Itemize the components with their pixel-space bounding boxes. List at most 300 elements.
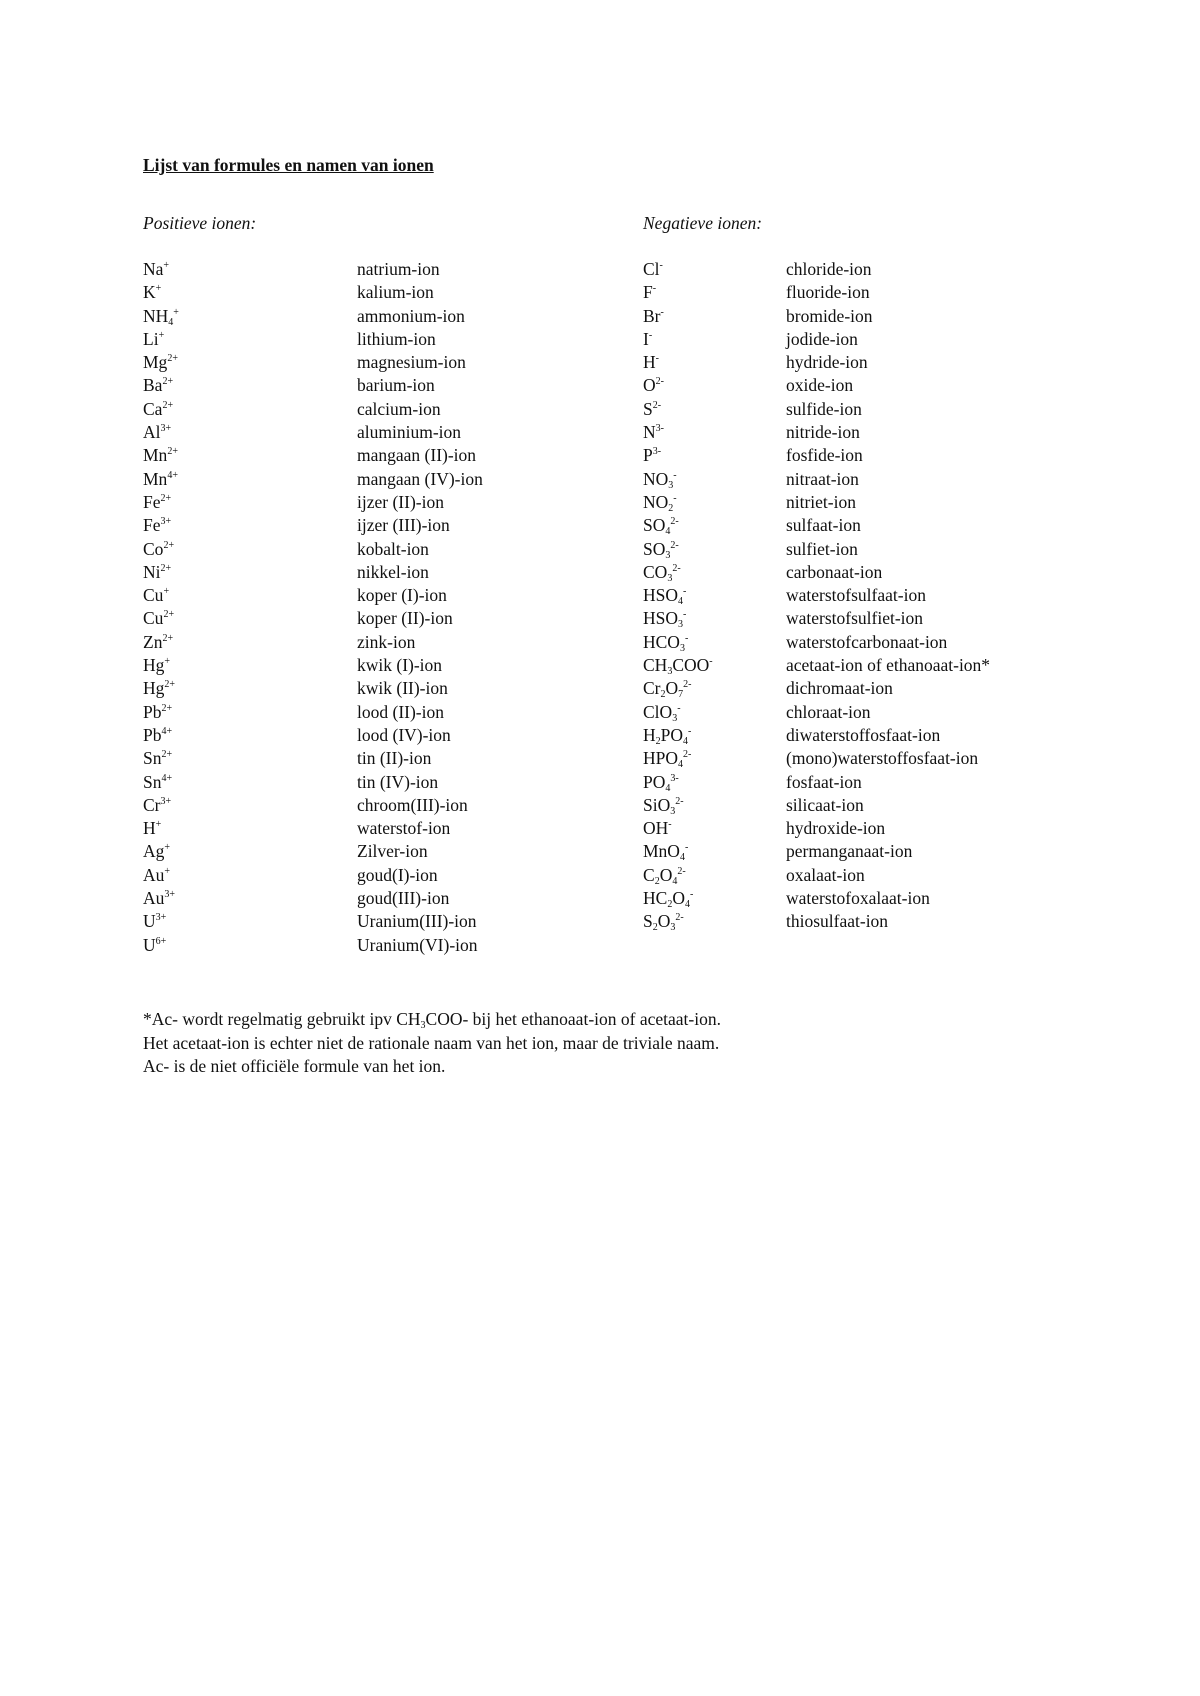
ion-name: sulfide-ion bbox=[786, 398, 862, 419]
ion-name: nitraat-ion bbox=[786, 468, 859, 489]
negative-ion-row bbox=[643, 840, 1083, 863]
ion-formula bbox=[643, 701, 681, 724]
negative-ion-row bbox=[643, 864, 1083, 887]
ion-name: sulfiet-ion bbox=[786, 538, 858, 559]
formula-charge: - bbox=[668, 819, 672, 831]
formula-charge: 2- bbox=[670, 516, 679, 528]
ion-formula bbox=[143, 421, 171, 444]
formula-text: Hg bbox=[143, 655, 165, 676]
ion-name: waterstofcarbonaat-ion bbox=[786, 631, 948, 652]
positive-ion-row bbox=[143, 258, 563, 281]
ion-formula bbox=[643, 538, 679, 561]
formula-text: Na bbox=[143, 259, 164, 279]
negative-ions-heading: Negatieve ionen: bbox=[643, 213, 763, 233]
ion-formula bbox=[143, 374, 173, 397]
ion-name: natrium-ion bbox=[357, 259, 440, 279]
negative-ion-row bbox=[643, 374, 1083, 397]
ion-formula bbox=[143, 538, 174, 561]
formula-subscript: 3 bbox=[678, 619, 684, 631]
formula-text: Cu bbox=[143, 608, 164, 629]
positive-ion-row bbox=[143, 840, 563, 863]
ion-formula bbox=[643, 468, 677, 491]
ion-formula bbox=[643, 374, 664, 397]
ion-formula bbox=[143, 701, 172, 724]
ion-formula bbox=[143, 305, 179, 328]
formula-text: H bbox=[143, 818, 156, 839]
formula-text: K bbox=[143, 282, 156, 303]
formula-charge: 2+ bbox=[160, 492, 172, 504]
formula-subscript: 4 bbox=[683, 735, 689, 747]
formula-charge: 2- bbox=[683, 749, 692, 761]
formula-text: SiO bbox=[643, 794, 671, 815]
formula-text: Mn bbox=[143, 445, 168, 466]
negative-ion-row bbox=[643, 444, 1083, 467]
formula-subscript: 3 bbox=[679, 642, 685, 654]
formula-charge: 2- bbox=[675, 795, 684, 807]
formula-subscript: 2 bbox=[654, 875, 660, 887]
positive-ion-row bbox=[143, 631, 563, 654]
formula-charge: 3+ bbox=[155, 912, 167, 924]
positive-ions-heading: Positieve ionen: bbox=[143, 213, 257, 233]
formula-charge: - bbox=[688, 725, 692, 737]
formula-charge: - bbox=[709, 656, 713, 668]
positive-ion-row bbox=[143, 491, 563, 514]
negative-ion-row bbox=[643, 887, 1083, 910]
formula-text: PO bbox=[660, 724, 684, 745]
page-title: Lijst van formules en namen van ionen bbox=[143, 154, 434, 175]
formula-text: Pb bbox=[143, 701, 162, 722]
negative-ion-row bbox=[643, 305, 1083, 328]
negative-ion-row bbox=[643, 654, 1083, 677]
formula-charge: 2+ bbox=[163, 609, 175, 621]
ion-formula bbox=[143, 934, 166, 957]
formula-text: Sn bbox=[143, 771, 162, 792]
formula-subscript: 4 bbox=[678, 596, 684, 608]
negative-ion-row bbox=[643, 677, 1083, 700]
formula-charge: 2- bbox=[677, 865, 686, 877]
formula-text: Mg bbox=[143, 352, 168, 373]
formula-text: Cu bbox=[143, 585, 164, 606]
formula-charge: 4+ bbox=[167, 469, 178, 481]
formula-charge: 2- bbox=[652, 399, 662, 411]
formula-text: O bbox=[657, 911, 671, 932]
ion-name: nikkel-ion bbox=[357, 561, 429, 582]
formula-text: N bbox=[643, 422, 656, 443]
ion-formula bbox=[143, 491, 171, 514]
ion-name: kwik (I)-ion bbox=[357, 655, 443, 676]
ion-name: aluminium-ion bbox=[357, 422, 462, 443]
formula-subscript: 3 bbox=[420, 1020, 426, 1031]
ion-name: waterstof-ion bbox=[357, 818, 451, 839]
ion-name: tin (II)-ion bbox=[357, 748, 432, 769]
positive-ion-row bbox=[143, 281, 563, 304]
negative-ion-row bbox=[643, 281, 1083, 304]
negative-ion-row bbox=[643, 701, 1083, 724]
formula-charge: - bbox=[659, 260, 663, 271]
formula-text: Ba bbox=[143, 375, 163, 396]
ion-name: ammonium-ion bbox=[357, 305, 465, 326]
ion-name: fosfide-ion bbox=[786, 445, 863, 466]
formula-text: Cl bbox=[643, 259, 660, 279]
ion-formula bbox=[143, 561, 171, 584]
formula-charge: - bbox=[648, 329, 653, 341]
formula-charge: 2- bbox=[675, 912, 684, 924]
formula-text: Mn bbox=[143, 468, 168, 489]
ion-name: silicaat-ion bbox=[786, 794, 864, 815]
ion-name: chloraat-ion bbox=[786, 701, 871, 722]
formula-text: O bbox=[672, 888, 685, 909]
formula-text: PO bbox=[643, 771, 666, 792]
formula-charge: 3- bbox=[670, 772, 679, 784]
positive-ion-row bbox=[143, 771, 563, 794]
formula-charge: + bbox=[158, 329, 165, 341]
positive-ions-list bbox=[143, 258, 563, 957]
ion-name: kalium-ion bbox=[357, 282, 434, 303]
formula-charge: + bbox=[155, 819, 162, 831]
formula-text: Hg bbox=[143, 678, 165, 699]
ion-name: kobalt-ion bbox=[357, 538, 429, 559]
ion-name: kwik (II)-ion bbox=[357, 678, 448, 699]
ion-formula bbox=[643, 398, 661, 421]
negative-ion-row bbox=[643, 910, 1083, 933]
formula-subscript: 3 bbox=[672, 712, 678, 724]
formula-charge: - bbox=[684, 632, 689, 644]
ion-name: lood (II)-ion bbox=[357, 701, 444, 722]
formula-subscript: 4 bbox=[665, 526, 671, 538]
formula-text: Zn bbox=[143, 631, 163, 652]
formula-text: O bbox=[659, 864, 673, 885]
footnote-line bbox=[143, 1008, 721, 1032]
formula-text: Br bbox=[643, 305, 661, 326]
formula-charge: - bbox=[673, 492, 677, 504]
formula-text: Ni bbox=[143, 561, 161, 582]
formula-charge: 3+ bbox=[160, 516, 172, 528]
formula-charge: 3+ bbox=[160, 795, 172, 807]
ion-name: calcium-ion bbox=[357, 398, 441, 419]
formula-charge: 2+ bbox=[162, 632, 174, 644]
formula-text: Ag bbox=[143, 841, 165, 862]
ion-formula bbox=[143, 258, 169, 281]
ion-name: jodide-ion bbox=[786, 328, 858, 349]
formula-text: H bbox=[643, 352, 656, 373]
formula-subscript: 7 bbox=[678, 689, 684, 701]
formula-charge: - bbox=[652, 283, 657, 295]
formula-subscript: 3 bbox=[670, 922, 676, 934]
formula-text: NH bbox=[143, 305, 169, 326]
ion-formula bbox=[143, 794, 171, 817]
formula-charge: 2+ bbox=[162, 376, 174, 388]
ion-formula bbox=[643, 840, 688, 863]
positive-ion-row bbox=[143, 468, 563, 491]
ion-formula bbox=[643, 677, 691, 700]
ion-name: goud(III)-ion bbox=[357, 888, 450, 909]
ion-formula bbox=[643, 491, 677, 514]
formula-subscript: 4 bbox=[684, 899, 690, 911]
negative-ion-row bbox=[643, 351, 1083, 374]
ion-formula bbox=[643, 817, 672, 840]
formula-text: C bbox=[643, 864, 655, 885]
formula-charge: - bbox=[683, 609, 687, 621]
ion-name: ijzer (II)-ion bbox=[357, 491, 444, 512]
ion-formula bbox=[143, 351, 178, 374]
formula-text: H bbox=[643, 724, 656, 745]
ion-formula bbox=[643, 794, 684, 817]
ion-formula bbox=[143, 584, 169, 607]
ion-name: nitriet-ion bbox=[786, 491, 856, 512]
positive-ion-row bbox=[143, 351, 563, 374]
ion-formula bbox=[643, 281, 656, 304]
ion-formula bbox=[643, 305, 664, 328]
ion-formula bbox=[643, 747, 691, 770]
formula-charge: 3- bbox=[652, 446, 662, 458]
ion-name: (mono)waterstoffosfaat-ion bbox=[786, 748, 979, 769]
ion-name: oxalaat-ion bbox=[786, 864, 865, 885]
ion-name: permanganaat-ion bbox=[786, 841, 913, 862]
footnote-line bbox=[143, 1055, 721, 1079]
negative-ions-list bbox=[643, 258, 1083, 934]
positive-ion-row bbox=[143, 607, 563, 630]
negative-ion-row bbox=[643, 794, 1083, 817]
positive-ion-row bbox=[143, 398, 563, 421]
formula-subscript: 3 bbox=[668, 479, 674, 491]
ion-formula bbox=[643, 514, 679, 537]
formula-charge: + bbox=[164, 842, 171, 854]
ion-formula bbox=[143, 328, 164, 351]
ion-name: acetaat-ion of ethanoaat-ion* bbox=[786, 655, 991, 676]
ion-name: chroom(III)-ion bbox=[357, 794, 468, 815]
ion-name: Zilver-ion bbox=[357, 841, 428, 862]
ion-formula bbox=[143, 631, 173, 654]
positive-ion-row bbox=[143, 514, 563, 537]
formula-charge: + bbox=[163, 586, 170, 598]
formula-subscript: 2 bbox=[652, 922, 658, 934]
positive-ion-row bbox=[143, 701, 563, 724]
formula-charge: 3+ bbox=[164, 889, 176, 901]
formula-charge: + bbox=[163, 260, 170, 271]
negative-ion-row bbox=[643, 607, 1083, 630]
formula-text: I bbox=[643, 328, 649, 349]
ion-name: dichromaat-ion bbox=[786, 678, 893, 699]
formula-subscript: 4 bbox=[679, 852, 685, 864]
formula-text: COO- bij het ethanoaat-ion of acetaat-ion. bbox=[425, 1009, 721, 1029]
formula-text: O bbox=[643, 375, 656, 396]
formula-charge: - bbox=[689, 889, 694, 901]
negative-ion-row bbox=[643, 491, 1083, 514]
ion-formula bbox=[643, 421, 664, 444]
ion-name: Uranium(VI)-ion bbox=[357, 934, 478, 955]
ion-formula bbox=[643, 351, 659, 374]
negative-ion-row bbox=[643, 771, 1083, 794]
formula-text: HC bbox=[643, 888, 668, 909]
ion-name: barium-ion bbox=[357, 375, 435, 396]
negative-ion-row bbox=[643, 584, 1083, 607]
ion-formula bbox=[143, 840, 170, 863]
positive-ion-row bbox=[143, 887, 563, 910]
formula-charge: 2- bbox=[683, 679, 692, 691]
formula-text: Li bbox=[143, 328, 159, 349]
negative-ion-row bbox=[643, 328, 1083, 351]
positive-ion-row bbox=[143, 584, 563, 607]
formula-subscript: 4 bbox=[678, 759, 684, 771]
formula-charge: - bbox=[673, 469, 677, 481]
formula-text: Het acetaat-ion is echter niet de rationale naam van het ion, maar de triviale naam. bbox=[143, 1032, 720, 1053]
formula-charge: 2+ bbox=[163, 539, 175, 551]
negative-ion-row bbox=[643, 561, 1083, 584]
negative-ion-row bbox=[643, 421, 1083, 444]
ion-name: oxide-ion bbox=[786, 375, 854, 396]
formula-text: HSO bbox=[643, 585, 679, 606]
positive-ion-row bbox=[143, 934, 563, 957]
positive-ion-row bbox=[143, 538, 563, 561]
ion-name: zink-ion bbox=[357, 631, 416, 652]
positive-ion-row bbox=[143, 724, 563, 747]
ion-name: sulfaat-ion bbox=[786, 515, 861, 536]
formula-charge: 4+ bbox=[161, 772, 173, 784]
formula-subscript: 2 bbox=[667, 899, 673, 911]
ion-name: lood (IV)-ion bbox=[357, 724, 451, 745]
ion-formula bbox=[143, 864, 170, 887]
positive-ion-row bbox=[143, 654, 563, 677]
ion-name: fluoride-ion bbox=[786, 282, 870, 303]
ion-name: mangaan (IV)-ion bbox=[357, 468, 483, 489]
negative-ion-row bbox=[643, 724, 1083, 747]
formula-charge: 2+ bbox=[161, 702, 173, 714]
positive-ion-row bbox=[143, 794, 563, 817]
ion-formula bbox=[143, 281, 161, 304]
formula-text: *Ac- wordt regelmatig gebruikt ipv CH bbox=[143, 1009, 421, 1029]
negative-ion-row bbox=[643, 817, 1083, 840]
footnote-line bbox=[143, 1032, 721, 1056]
formula-text: U bbox=[143, 934, 156, 955]
formula-text: Pb bbox=[143, 724, 162, 745]
formula-charge: + bbox=[173, 306, 179, 318]
formula-charge: + bbox=[164, 865, 171, 877]
ion-formula bbox=[643, 910, 684, 933]
formula-charge: 4+ bbox=[161, 725, 173, 737]
ion-formula bbox=[143, 514, 171, 537]
formula-charge: 2+ bbox=[167, 446, 178, 458]
formula-charge: 2+ bbox=[161, 749, 173, 761]
formula-subscript: 2 bbox=[660, 689, 666, 701]
formula-charge: 2+ bbox=[160, 562, 172, 574]
formula-text: S bbox=[643, 398, 653, 419]
ion-name: tin (IV)-ion bbox=[357, 771, 439, 792]
ion-name: Uranium(III)-ion bbox=[357, 911, 477, 932]
ion-formula bbox=[143, 398, 173, 421]
formula-charge: + bbox=[164, 656, 171, 668]
formula-subscript: 3 bbox=[670, 805, 676, 817]
ion-formula bbox=[643, 607, 686, 630]
negative-ion-row bbox=[643, 468, 1083, 491]
formula-text: S bbox=[643, 911, 653, 932]
formula-text: NO bbox=[643, 468, 669, 489]
ion-formula bbox=[143, 468, 178, 491]
ion-name: waterstofsulfaat-ion bbox=[786, 585, 926, 606]
formula-text: O bbox=[665, 678, 679, 699]
formula-charge: - bbox=[655, 353, 659, 365]
positive-ion-row bbox=[143, 444, 563, 467]
formula-charge: 2- bbox=[655, 376, 664, 388]
ion-name: hydride-ion bbox=[786, 352, 868, 373]
formula-text: F bbox=[643, 282, 653, 303]
formula-subscript: 2 bbox=[655, 735, 661, 747]
formula-subscript: 3 bbox=[667, 572, 673, 584]
formula-subscript: 2 bbox=[668, 502, 674, 514]
formula-subscript: 3 bbox=[667, 666, 673, 678]
ion-name: diwaterstoffosfaat-ion bbox=[786, 724, 941, 745]
positive-ion-row bbox=[143, 561, 563, 584]
positive-ion-row bbox=[143, 817, 563, 840]
formula-text: Cr bbox=[143, 794, 161, 815]
ion-name: ijzer (III)-ion bbox=[357, 515, 450, 536]
ion-name: koper (I)-ion bbox=[357, 585, 447, 606]
formula-charge: 2+ bbox=[164, 679, 176, 691]
formula-text: Ca bbox=[143, 398, 163, 419]
formula-text: COO bbox=[672, 655, 710, 676]
ion-name: thiosulfaat-ion bbox=[786, 911, 889, 932]
positive-ion-row bbox=[143, 864, 563, 887]
formula-text: Fe bbox=[143, 515, 161, 536]
formula-text: Sn bbox=[143, 748, 162, 769]
ion-name: magnesium-ion bbox=[357, 352, 466, 373]
formula-text: HSO bbox=[643, 608, 679, 629]
formula-charge: 2- bbox=[672, 562, 681, 574]
formula-charge: 2- bbox=[670, 539, 679, 551]
negative-ion-row bbox=[643, 747, 1083, 770]
ion-formula bbox=[143, 747, 172, 770]
positive-ion-row bbox=[143, 421, 563, 444]
positive-ion-row bbox=[143, 910, 563, 933]
ion-name: fosfaat-ion bbox=[786, 771, 862, 792]
ion-name: koper (II)-ion bbox=[357, 608, 453, 629]
ion-formula bbox=[643, 561, 681, 584]
ion-formula bbox=[143, 677, 175, 700]
ion-name: hydroxide-ion bbox=[786, 818, 886, 839]
positive-ion-row bbox=[143, 374, 563, 397]
formula-charge: - bbox=[684, 842, 689, 854]
formula-charge: 2+ bbox=[167, 353, 178, 365]
formula-charge: + bbox=[155, 283, 162, 295]
positive-ion-row bbox=[143, 677, 563, 700]
ion-formula bbox=[143, 887, 175, 910]
formula-text: Fe bbox=[143, 491, 161, 512]
formula-text: NO bbox=[643, 491, 669, 512]
ion-formula bbox=[643, 584, 686, 607]
ion-formula bbox=[643, 771, 679, 794]
formula-subscript: 3 bbox=[665, 549, 671, 561]
positive-ion-row bbox=[143, 328, 563, 351]
ion-name: carbonaat-ion bbox=[786, 561, 883, 582]
negative-ion-row bbox=[643, 538, 1083, 561]
ion-name: goud(I)-ion bbox=[357, 864, 438, 885]
ion-formula bbox=[643, 328, 652, 351]
negative-ion-row bbox=[643, 398, 1083, 421]
ion-formula bbox=[143, 654, 170, 677]
formula-charge: 3+ bbox=[160, 423, 172, 435]
negative-ion-row bbox=[643, 631, 1083, 654]
ion-formula bbox=[143, 607, 174, 630]
formula-text: ClO bbox=[643, 701, 673, 722]
ion-formula bbox=[643, 654, 713, 677]
ion-formula bbox=[643, 724, 691, 747]
formula-charge: 3- bbox=[655, 423, 664, 435]
ion-formula bbox=[143, 444, 178, 467]
formula-text: Au bbox=[143, 888, 165, 909]
ion-name: waterstofoxalaat-ion bbox=[786, 888, 930, 909]
formula-charge: - bbox=[677, 702, 681, 714]
positive-ion-row bbox=[143, 747, 563, 770]
formula-text: U bbox=[143, 911, 156, 932]
